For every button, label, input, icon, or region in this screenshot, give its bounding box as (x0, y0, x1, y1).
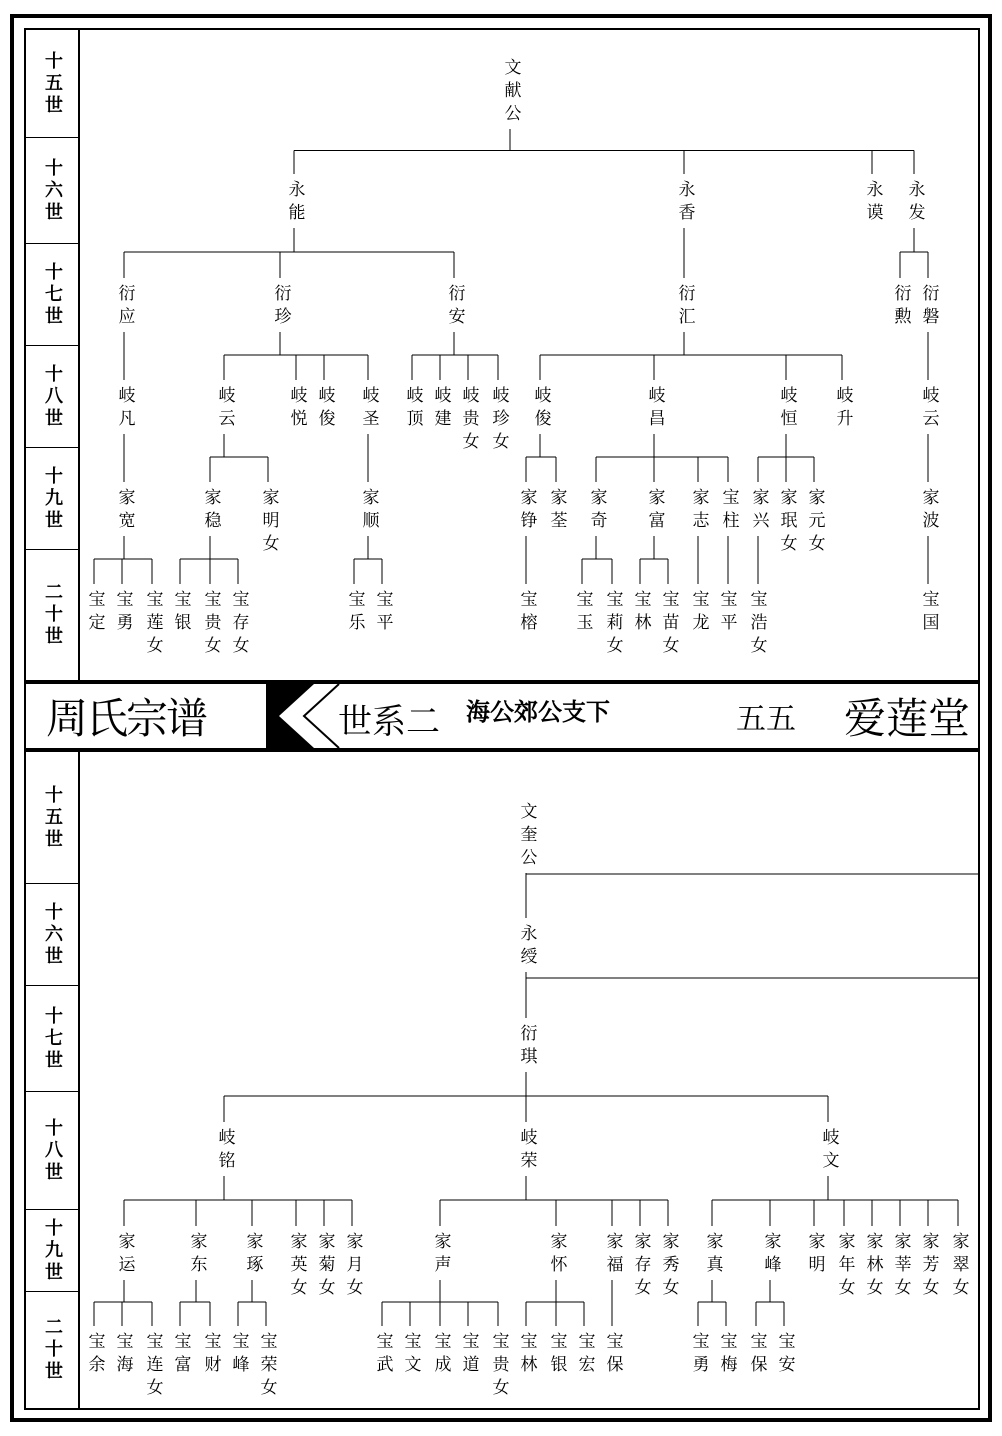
band-chevron (269, 684, 349, 748)
top-tree-gen18-person-1: 岐云 (214, 386, 235, 432)
top-tree-gen20-person-7: 宝平 (372, 590, 393, 636)
bottom-generation-column (26, 752, 80, 1408)
gen-label-17: 十七世 (26, 986, 78, 1092)
top-tree-gen17-person-0: 衍应 (114, 284, 135, 330)
bottom-tree-gen19-person-11: 家真 (702, 1232, 723, 1278)
bottom-tree-gen19-person-14: 家年女 (834, 1232, 855, 1301)
top-tree-gen16-person-1: 永香 (674, 180, 695, 226)
top-tree-gen19-person-11: 家珉女 (776, 488, 797, 557)
top-tree-gen20-person-13: 宝龙 (688, 590, 709, 636)
bottom-tree-gen19-person-0: 家运 (114, 1232, 135, 1278)
top-tree-gen20-person-1: 宝勇 (112, 590, 133, 636)
top-tree-gen18-person-11: 岐恒 (776, 386, 797, 432)
bottom-tree-gen20-person-15: 宝保 (602, 1332, 623, 1378)
gen-label-16: 十六世 (26, 138, 78, 244)
top-tree-gen19-person-2: 家明女 (258, 488, 279, 557)
bottom-tree-gen19-person-6: 家声 (430, 1232, 451, 1278)
top-tree-gen19-person-6: 家奇 (586, 488, 607, 534)
bottom-tree-gen19-person-5: 家月女 (342, 1232, 363, 1301)
top-tree-gen20-person-2: 宝莲女 (142, 590, 163, 659)
gen-label-16: 十六世 (26, 884, 78, 986)
top-tree-gen15-person-0: 文献公 (500, 58, 521, 127)
top-tree-gen20-person-10: 宝莉女 (602, 590, 623, 659)
top-tree-gen19-person-3: 家顺 (358, 488, 379, 534)
bottom-tree-gen20-person-7: 宝武 (372, 1332, 393, 1378)
top-tree-gen20-person-6: 宝乐 (344, 590, 365, 636)
top-tree-gen18-person-13: 岐云 (918, 386, 939, 432)
page-number: 五五 (736, 702, 796, 737)
top-tree-gen19-person-13: 家波 (918, 488, 939, 534)
bottom-tree-gen20-person-12: 宝林 (516, 1332, 537, 1378)
top-tree-gen20-person-12: 宝苗女 (658, 590, 679, 659)
top-tree-gen18-person-8: 岐珍女 (488, 386, 509, 455)
top-tree-gen16-person-2: 永谟 (862, 180, 883, 226)
title-band (26, 680, 978, 752)
top-tree-gen19-person-1: 家稳 (200, 488, 221, 534)
bottom-tree-gen19-person-10: 家秀女 (658, 1232, 679, 1301)
top-tree-gen20-person-5: 宝存女 (228, 590, 249, 659)
bottom-tree-gen20-person-8: 宝文 (400, 1332, 421, 1378)
bottom-tree-gen20-person-2: 宝连女 (142, 1332, 163, 1401)
top-tree-gen19-person-10: 家兴 (748, 488, 769, 534)
bottom-tree-gen19-person-4: 家菊女 (314, 1232, 335, 1301)
bottom-tree-gen18-person-2: 岐文 (818, 1128, 839, 1174)
bottom-tree-gen20-person-17: 宝梅 (716, 1332, 737, 1378)
bottom-tree-gen19-person-18: 家翠女 (948, 1232, 969, 1301)
gen-label-15: 十五世 (26, 752, 78, 884)
tree-connector-lines (80, 30, 978, 680)
top-tree-gen18-person-3: 岐俊 (314, 386, 335, 432)
top-family-tree (80, 30, 978, 680)
branch-label: 海公郊公支下 (466, 697, 610, 726)
bottom-tree-gen19-person-9: 家存女 (630, 1232, 651, 1301)
bottom-tree-gen19-person-13: 家明 (804, 1232, 825, 1278)
bottom-tree-gen16-person-0: 永绶 (516, 924, 537, 970)
bottom-tree-gen20-person-14: 宝宏 (574, 1332, 595, 1378)
top-tree-gen20-person-11: 宝林 (630, 590, 651, 636)
top-tree-gen18-person-12: 岐升 (832, 386, 853, 432)
bottom-tree-gen20-person-3: 宝富 (170, 1332, 191, 1378)
gen-label-18: 十八世 (26, 346, 78, 448)
bottom-tree-gen20-person-16: 宝勇 (688, 1332, 709, 1378)
top-tree-gen17-person-1: 衍珍 (270, 284, 291, 330)
gen-label-20: 二十世 (42, 582, 63, 648)
bottom-tree-gen19-person-2: 家琢 (242, 1232, 263, 1278)
top-tree-gen19-person-7: 家富 (644, 488, 665, 534)
bottom-tree-gen20-person-10: 宝道 (458, 1332, 479, 1378)
genealogy-title: 周氏宗谱 (46, 694, 207, 743)
bottom-tree-gen20-person-4: 宝财 (200, 1332, 221, 1378)
bottom-tree-gen20-person-19: 宝安 (774, 1332, 795, 1378)
bottom-tree-gen20-person-18: 宝保 (746, 1332, 767, 1378)
hall-name: 爱莲堂 (844, 694, 971, 743)
bottom-tree-gen19-person-17: 家芳女 (918, 1232, 939, 1301)
bottom-tree-gen20-person-6: 宝荣女 (256, 1332, 277, 1401)
top-tree-gen19-person-0: 家宽 (114, 488, 135, 534)
top-tree-gen18-person-0: 岐凡 (114, 386, 135, 432)
bottom-tree-gen18-person-0: 岐铭 (214, 1128, 235, 1174)
bottom-tree-gen20-person-5: 宝峰 (228, 1332, 249, 1378)
bottom-tree-gen19-person-16: 家莘女 (890, 1232, 911, 1301)
bottom-tree-gen20-person-1: 宝海 (112, 1332, 133, 1378)
top-tree-gen20-person-0: 宝定 (84, 590, 105, 636)
bottom-tree-gen19-person-3: 家英女 (286, 1232, 307, 1301)
top-tree-gen19-person-12: 家元女 (804, 488, 825, 557)
top-tree-gen18-person-10: 岐昌 (644, 386, 665, 432)
gen-label-19: 十九世 (26, 1210, 78, 1292)
gen-label-20: 二十世 (42, 1317, 63, 1383)
top-tree-gen16-person-3: 永发 (904, 180, 925, 226)
bottom-tree-gen17-person-0: 衍琪 (516, 1024, 537, 1070)
top-generation-column (26, 30, 80, 680)
top-tree-gen16-person-0: 永能 (284, 180, 305, 226)
top-tree-gen20-person-14: 宝平 (716, 590, 737, 636)
bottom-tree-gen19-person-7: 家怀 (546, 1232, 567, 1278)
top-tree-gen19-person-5: 家荃 (546, 488, 567, 534)
top-tree-gen17-person-3: 衍汇 (674, 284, 695, 330)
top-tree-gen20-person-15: 宝浩女 (746, 590, 767, 659)
top-tree-gen18-person-2: 岐悦 (286, 386, 307, 432)
bottom-tree-gen19-person-1: 家东 (186, 1232, 207, 1278)
top-tree-gen19-person-4: 家铮 (516, 488, 537, 534)
bottom-tree-gen20-person-13: 宝银 (546, 1332, 567, 1378)
top-tree-gen19-person-8: 家志 (688, 488, 709, 534)
gen-label-15: 十五世 (26, 30, 78, 138)
top-tree-gen20-person-3: 宝银 (170, 590, 191, 636)
bottom-tree-gen20-person-11: 宝贵女 (488, 1332, 509, 1401)
bottom-tree-gen19-person-8: 家福 (602, 1232, 623, 1278)
top-tree-gen19-person-9: 宝柱 (718, 488, 739, 534)
top-tree-gen20-person-8: 宝榕 (516, 590, 537, 636)
top-tree-gen17-person-5: 衍磐 (918, 284, 939, 330)
top-tree-gen18-person-5: 岐顶 (402, 386, 423, 432)
bottom-family-tree (80, 752, 978, 1408)
top-tree-gen18-person-7: 岐贵女 (458, 386, 479, 455)
bottom-tree-gen20-person-9: 宝成 (430, 1332, 451, 1378)
top-tree-gen17-person-2: 衍安 (444, 284, 465, 330)
bottom-tree-gen20-person-0: 宝余 (84, 1332, 105, 1378)
bottom-tree-gen19-person-15: 家林女 (862, 1232, 883, 1301)
top-tree-gen17-person-4: 衍勲 (890, 284, 911, 330)
gen-label-18: 十八世 (26, 1092, 78, 1210)
bottom-tree-gen19-person-12: 家峰 (760, 1232, 781, 1278)
gen-label-19: 十九世 (26, 448, 78, 550)
top-tree-gen20-person-9: 宝玉 (572, 590, 593, 636)
top-tree-gen18-person-6: 岐建 (430, 386, 451, 432)
bottom-tree-gen15-person-0: 文奎公 (516, 802, 537, 871)
gen-label-17: 十七世 (26, 244, 78, 346)
series-label: 世系二 (338, 702, 440, 742)
top-tree-gen20-person-4: 宝贵女 (200, 590, 221, 659)
top-tree-gen18-person-9: 岐俊 (530, 386, 551, 432)
top-tree-gen18-person-4: 岐圣 (358, 386, 379, 432)
top-tree-gen20-person-16: 宝国 (918, 590, 939, 636)
bottom-tree-gen18-person-1: 岐荣 (516, 1128, 537, 1174)
